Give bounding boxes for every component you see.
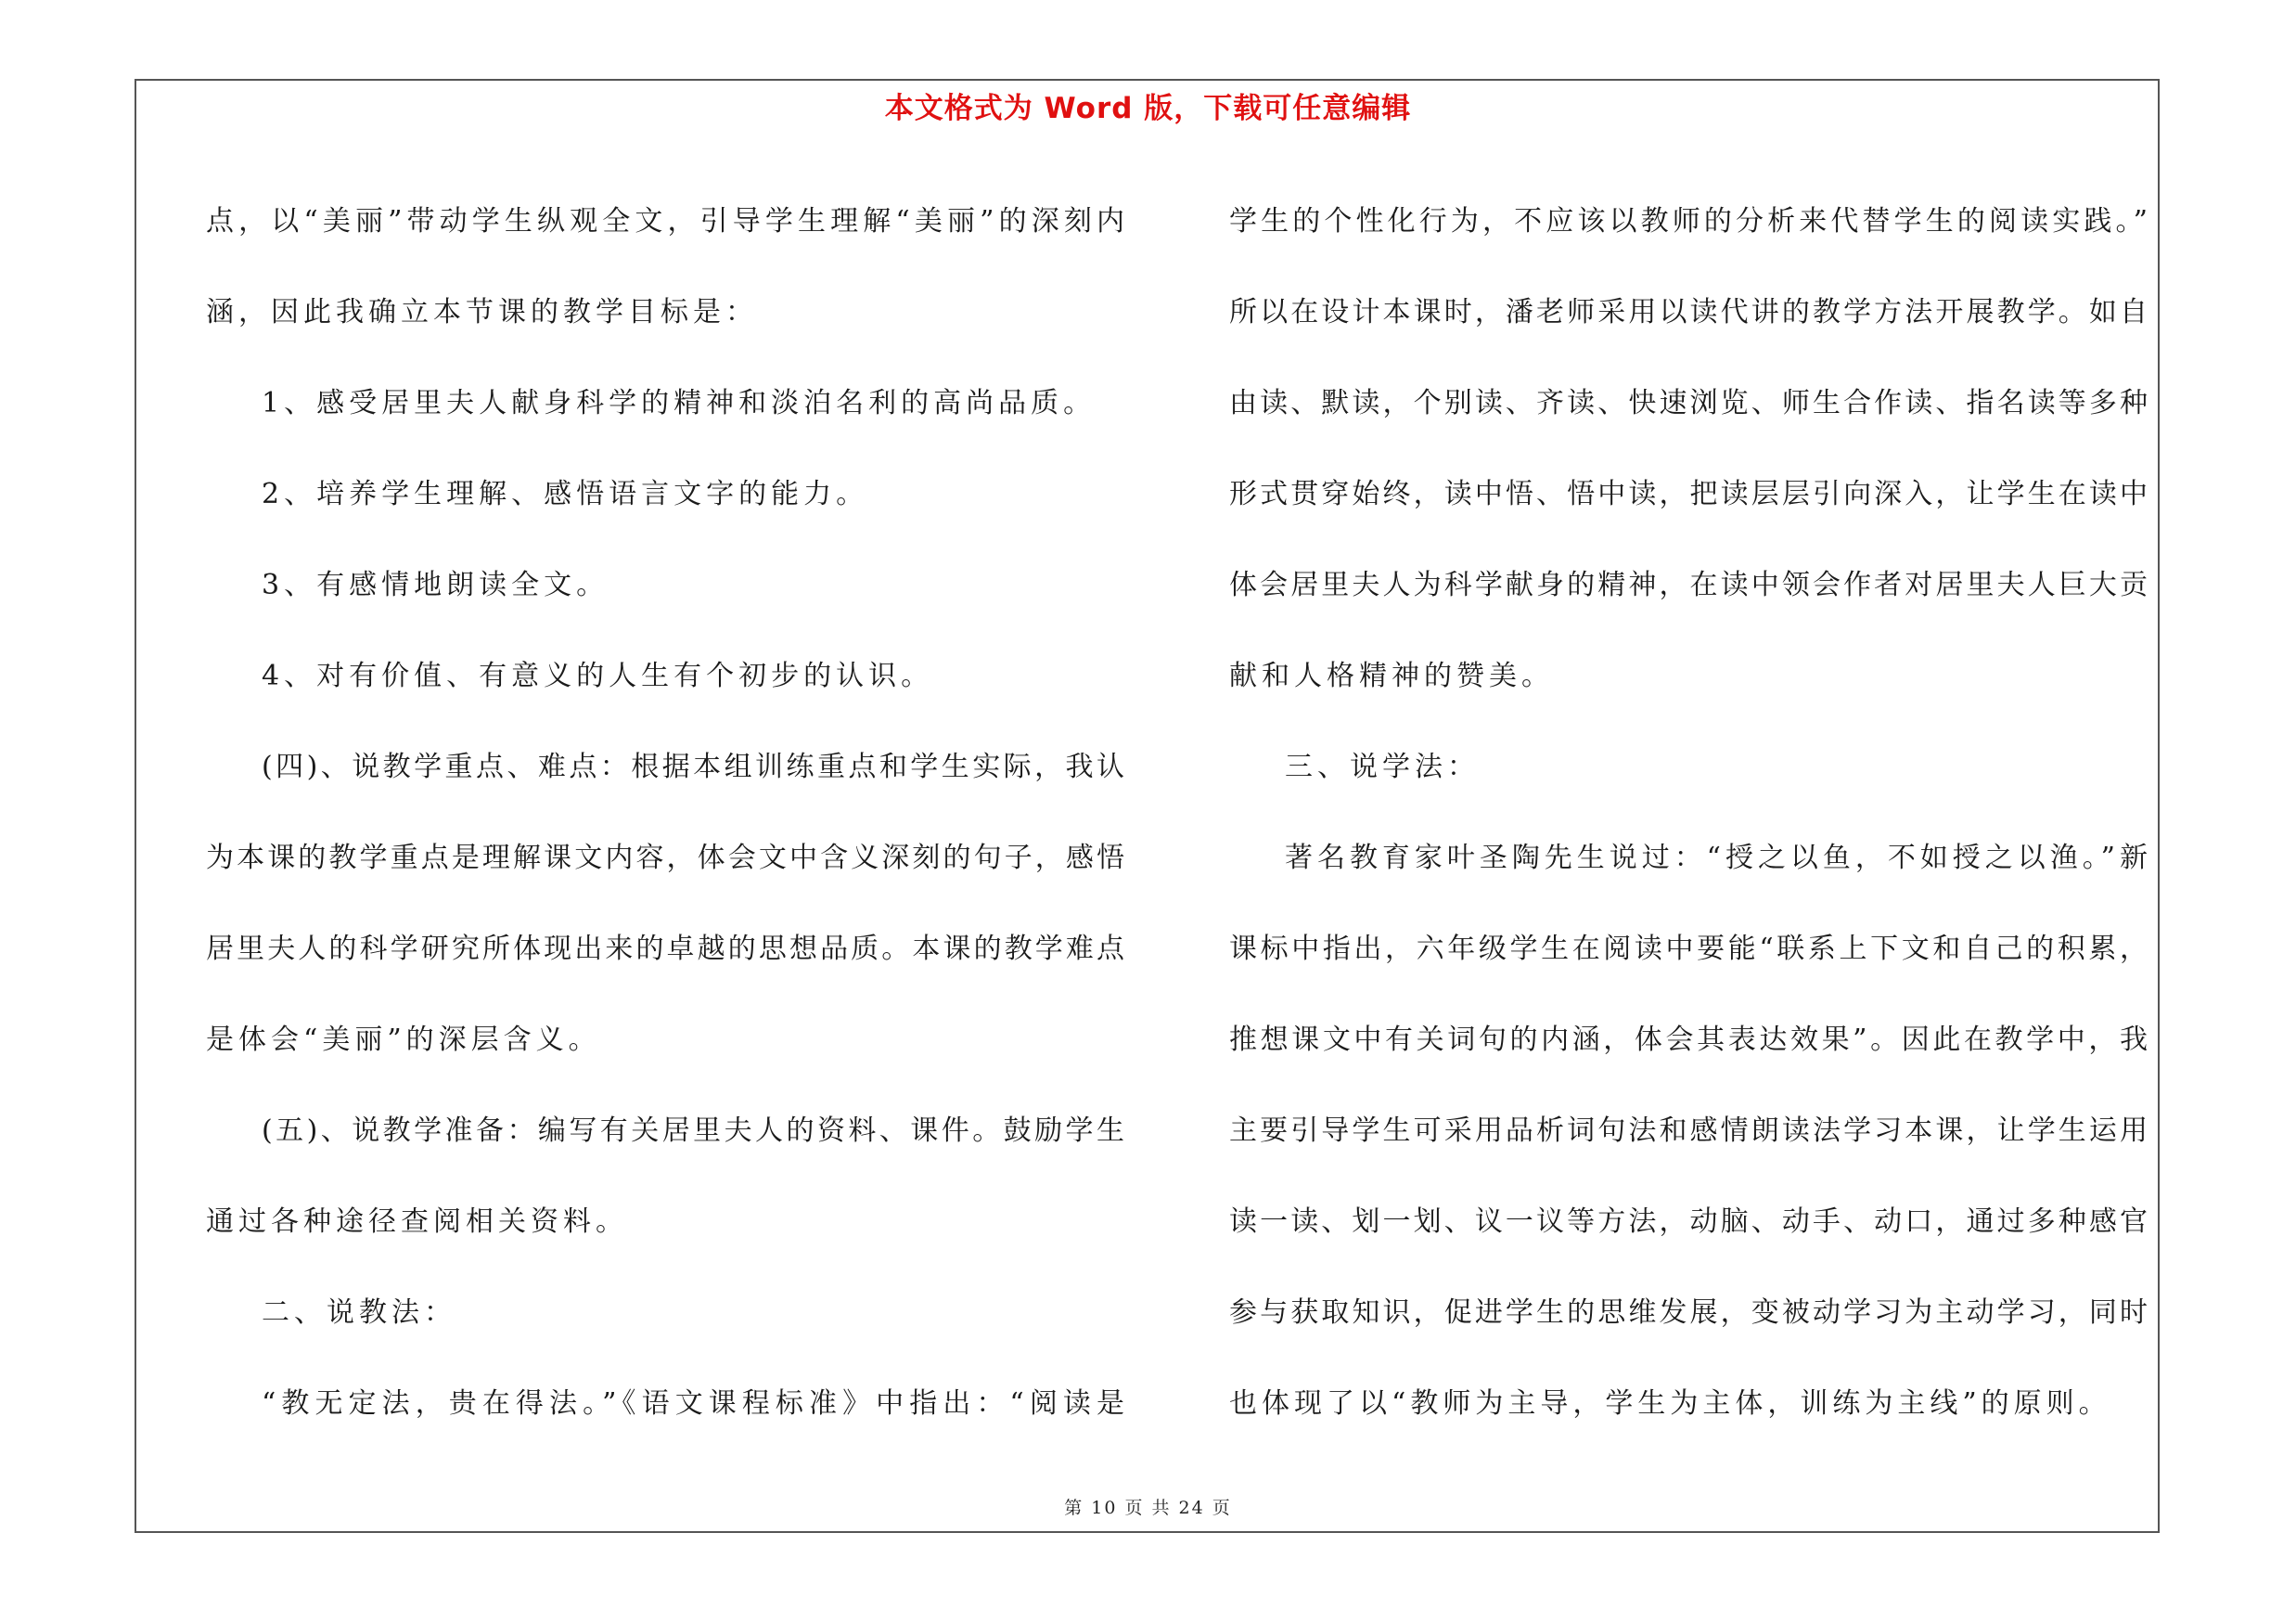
- text-line: 参与获取知识，促进学生的思维发展，变被动学习为主动学习，同时: [1229, 1296, 2148, 1329]
- text-line: 所以在设计本课时，潘老师采用以读代讲的教学方法开展教学。如自: [1229, 296, 2148, 328]
- text-line: 是体会“美丽”的深层含义。: [206, 1024, 601, 1056]
- text-line: 由读、默读，个别读、齐读、快速浏览、师生合作读、指名读等多种: [1229, 387, 2148, 419]
- text-line: 点，以“美丽”带动学生纵观全文，引导学生理解“美丽”的深刻内: [206, 205, 1124, 238]
- text-line: 体会居里夫人为科学献身的精神，在读中领会作者对居里夫人巨大贡: [1229, 569, 2148, 601]
- text-line: 涵，因此我确立本节课的教学目标是：: [206, 296, 758, 328]
- format-banner: 本文格式为 Word 版，下载可任意编辑: [884, 92, 1412, 125]
- left-column: [206, 176, 1124, 1449]
- text-line: 二、说教法：: [262, 1296, 456, 1329]
- text-line: 为本课的教学重点是理解课文内容，体会文中含义深刻的句子，感悟: [206, 842, 1124, 874]
- text-line: 2、培养学生理解、感悟语言文字的能力。: [262, 478, 869, 510]
- text-line: (四)、说教学重点、难点：根据本组训练重点和学生实际，我认: [262, 751, 1124, 783]
- text-line: 形式贯穿始终，读中悟、悟中读，把读层层引向深入，让学生在读中: [1229, 478, 2148, 510]
- text-line: 居里夫人的科学研究所体现出来的卓越的思想品质。本课的教学难点: [206, 933, 1124, 965]
- text-line: 三、说学法：: [1285, 751, 1480, 783]
- text-line: 3、有感情地朗读全文。: [262, 569, 609, 601]
- text-line: 学生的个性化行为，不应该以教师的分析来代替学生的阅读实践。”: [1229, 205, 2148, 238]
- text-line: 主要引导学生可采用品析词句法和感情朗读法学习本课，让学生运用: [1229, 1114, 2148, 1147]
- text-line: 读一读、划一划、议一议等方法，动脑、动手、动口，通过多种感官: [1229, 1205, 2148, 1238]
- text-line: 推想课文中有关词句的内涵，体会其表达效果”。因此在教学中，我: [1229, 1024, 2148, 1056]
- text-line: 课标中指出，六年级学生在阅读中要能“联系上下文和自己的积累，: [1229, 933, 2148, 965]
- right-column: [1229, 176, 2148, 1449]
- text-line: 献和人格精神的赞美。: [1229, 660, 1554, 692]
- text-line: 也体现了以“教师为主导，学生为主体，训练为主线”的原则。: [1229, 1387, 2111, 1420]
- text-line: 通过各种途径查阅相关资料。: [206, 1205, 628, 1238]
- text-line: (五)、说教学准备：编写有关居里夫人的资料、课件。鼓励学生: [262, 1114, 1124, 1147]
- text-line: 1、感受居里夫人献身科学的精神和淡泊名利的高尚品质。: [262, 387, 1097, 419]
- text-line: “教无定法，贵在得法。”《语文课程标准》中指出：“阅读是: [262, 1387, 1124, 1420]
- text-line: 4、对有价值、有意义的人生有个初步的认识。: [262, 660, 934, 692]
- page-number-footer: 第 10 页 共 24 页: [1064, 1498, 1232, 1518]
- text-line: 著名教育家叶圣陶先生说过：“授之以鱼，不如授之以渔。”新: [1285, 842, 2148, 874]
